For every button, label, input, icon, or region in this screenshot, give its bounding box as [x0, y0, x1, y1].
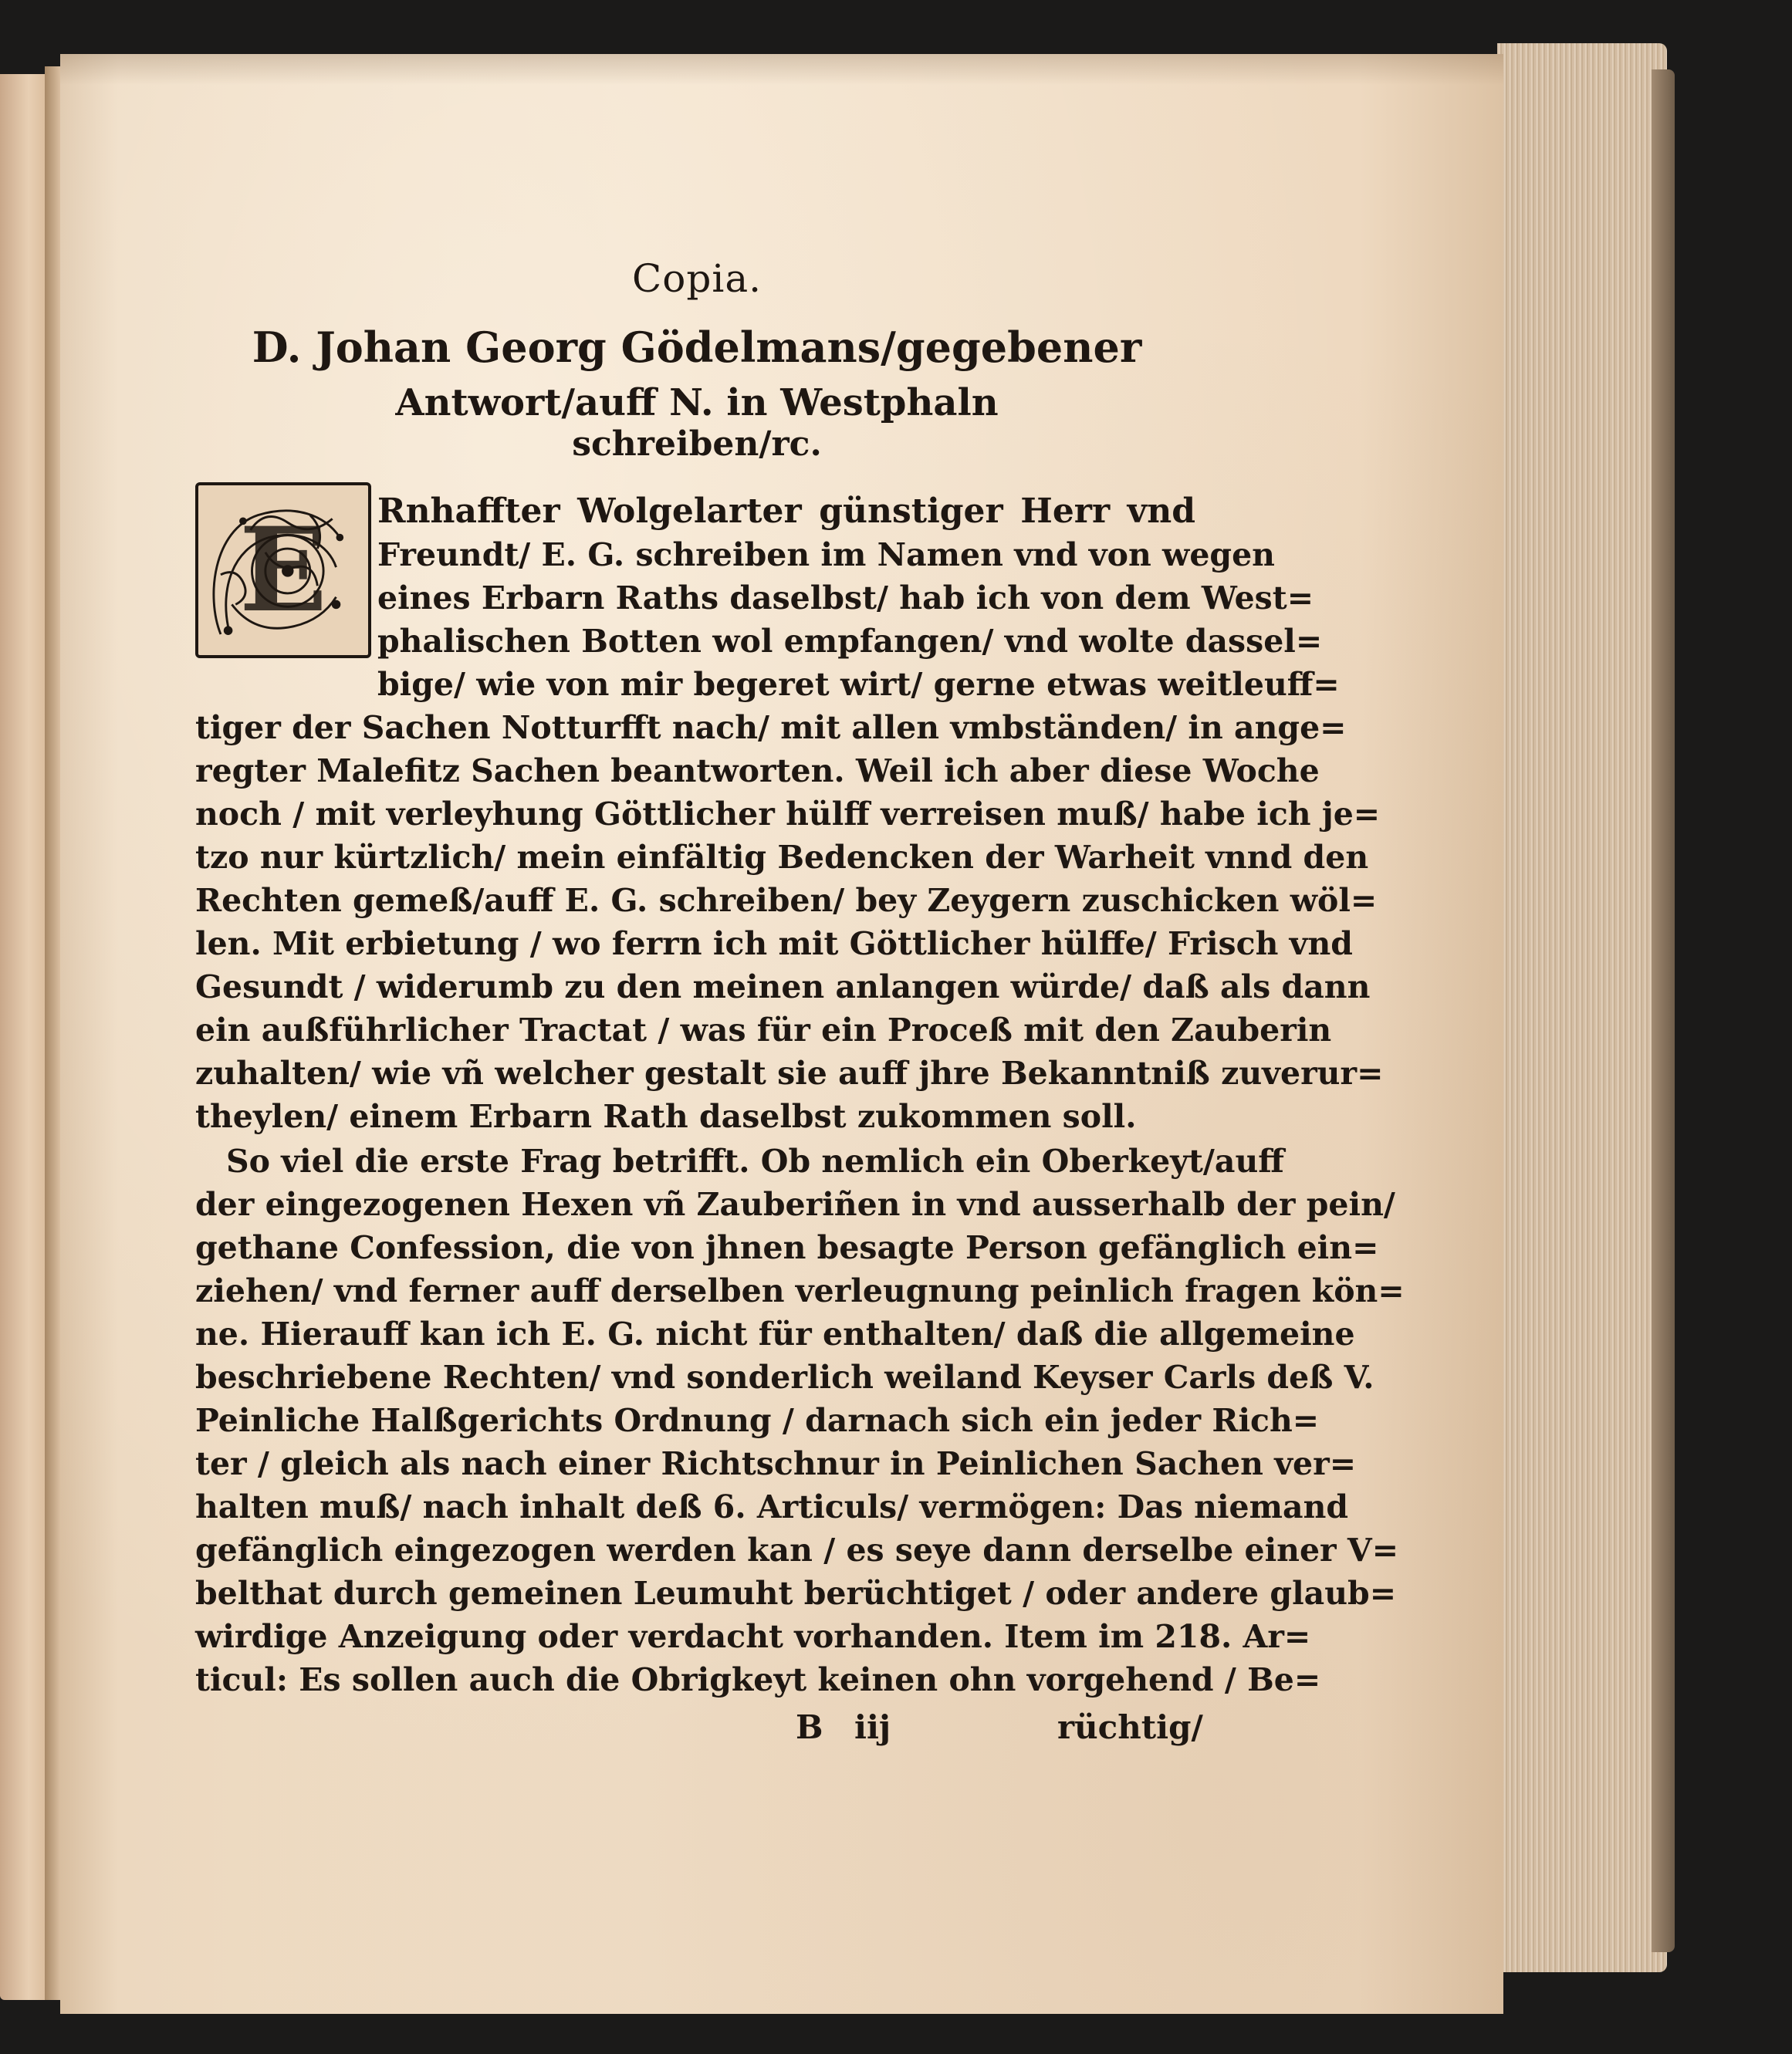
- initial-line-3: eines Erbarn Raths daselbst/ hab ich von dem West=: [377, 579, 1314, 617]
- initial-letter: E: [238, 502, 328, 638]
- cover-edge: [1652, 69, 1675, 1952]
- body-line-13: gethane Confession, die von jhnen besagte Person gefänglich ein=: [195, 1229, 1379, 1266]
- page-top-shadow: [60, 54, 1503, 85]
- body-line-6: len. Mit erbietung / wo ferrn ich mit Göttlicher hülffe/ Frisch vnd: [195, 925, 1353, 962]
- page-block-edge: [1497, 43, 1667, 1972]
- title-line-2: Antwort/auff N. in Westphaln: [395, 381, 999, 424]
- body-line-2: regter Malefitz Sachen beantworten. Weil ich aber diese Woche: [195, 752, 1320, 789]
- body-line-8: ein außführlicher Tractat / was für ein Proceß mit den Zauberin: [195, 1012, 1332, 1049]
- body-line-4: tzo nur kürtzlich/ mein einfältig Bedencken der Warheit vnnd den: [195, 839, 1369, 876]
- body-line-14: ziehen/ vnd ferner auff derselben verleugnung peinlich fragen kön=: [195, 1272, 1405, 1309]
- body-line-17: Peinliche Halßgerichts Ordnung / darnach sich ein jeder Rich=: [195, 1402, 1320, 1439]
- page-heading: Copia.: [631, 256, 762, 301]
- body-line-23: ticul: Es sollen auch die Obrigkeyt keinen ohn vorgehend / Be=: [195, 1661, 1321, 1698]
- body-line-22: wirdige Anzeigung oder verdacht vorhanden. Item im 218. Ar=: [195, 1618, 1311, 1655]
- body-line-3: noch / mit verleyhung Göttlicher hülff verreisen muß/ habe ich je=: [195, 796, 1381, 833]
- body-line-19: halten muß/ nach inhalt deß 6. Articuls/ vermögen: Das niemand: [195, 1488, 1349, 1525]
- body-line-1: tiger der Sachen Notturfft nach/ mit allen vmbständen/ in ange=: [195, 709, 1347, 746]
- body-line-9: zuhalten/ wie vñ welcher gestalt sie auff jhre Bekanntniß zuverur=: [195, 1055, 1384, 1092]
- body-line-20: gefänglich eingezogen werden kan / es seye dann derselbe einer V=: [195, 1532, 1399, 1569]
- initial-line-5: bige/ wie von mir begeret wirt/ gerne etwas weitleuff=: [377, 666, 1340, 703]
- signature-letter: B: [796, 1708, 823, 1746]
- title-line-1: D. Johan Georg Gödelmans/gegebener: [252, 323, 1142, 372]
- right-page: [60, 54, 1503, 2014]
- body-line-7: Gesundt / widerumb zu den meinen anlangen würde/ daß als dann: [195, 968, 1371, 1005]
- initial-line-1: Rnhaffter Wolgelarter günstiger Herr vnd: [377, 492, 1195, 531]
- body-line-11: So viel die erste Frag betrifft. Ob nemlich ein Oberkeyt/auff: [226, 1143, 1284, 1180]
- body-line-21: belthat durch gemeinen Leumuht berüchtiget / oder andere glaub=: [195, 1575, 1397, 1612]
- body-line-5: Rechten gemeß/auff E. G. schreiben/ bey Zeygern zuschicken wöl=: [195, 882, 1378, 919]
- decorated-initial: [195, 482, 371, 658]
- initial-line-4: phalischen Botten wol empfangen/ vnd wolte dassel=: [377, 623, 1323, 660]
- left-page-edge: [0, 74, 48, 2000]
- initial-line-2: Freundt/ E. G. schreiben im Namen vnd von wegen: [377, 536, 1275, 573]
- body-line-18: ter / gleich als nach einer Richtschnur in Peinlichen Sachen ver=: [195, 1445, 1357, 1482]
- body-line-15: ne. Hierauff kan ich E. G. nicht für enthalten/ daß die allgemeine: [195, 1316, 1355, 1353]
- body-line-10: theylen/ einem Erbarn Rath daselbst zukommen soll.: [195, 1098, 1137, 1135]
- signature-numeral: iij: [854, 1708, 891, 1746]
- title-line-3: schreiben/rc.: [572, 424, 822, 464]
- catchword: rüchtig/: [1057, 1708, 1203, 1746]
- body-line-16: beschriebene Rechten/ vnd sonderlich weiland Keyser Carls deß V.: [195, 1359, 1374, 1396]
- body-line-12: der eingezogenen Hexen vñ Zauberiñen in vnd ausserhalb der pein/: [195, 1186, 1395, 1223]
